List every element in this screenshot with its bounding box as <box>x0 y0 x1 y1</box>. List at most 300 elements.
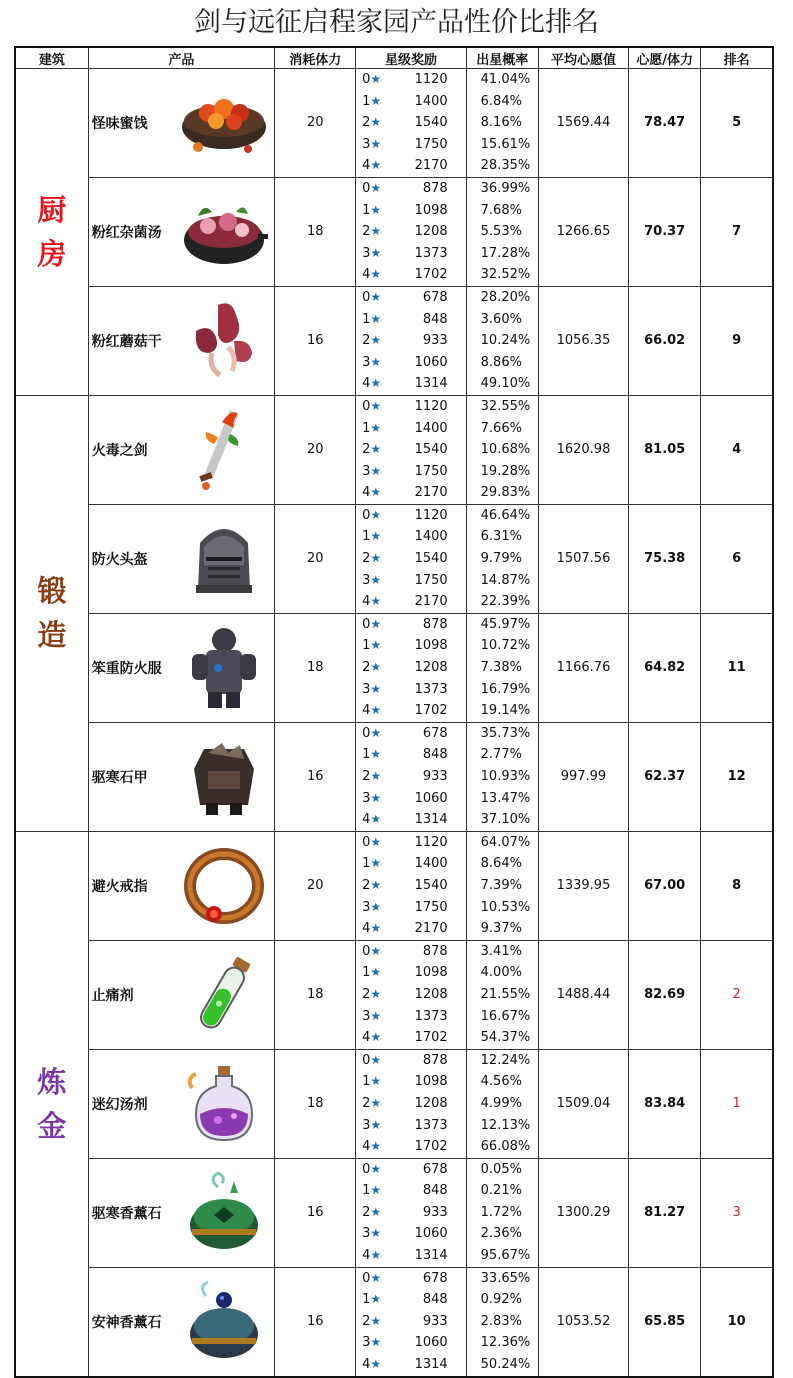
star-level: 0 <box>362 725 371 741</box>
product-cell <box>88 1267 274 1376</box>
star-reward-cell <box>356 69 466 178</box>
table-row <box>15 286 773 395</box>
star-icon: ★ <box>370 1074 382 1089</box>
header-product: 产品 <box>88 47 274 69</box>
star-reward-line <box>356 200 465 222</box>
star-reward-line <box>356 766 465 788</box>
star-prob-value: 12.13% <box>480 1117 531 1133</box>
star-prob-value: 2.83% <box>480 1313 522 1329</box>
star-level: 1 <box>362 965 371 981</box>
star-reward-line <box>356 723 465 745</box>
star-reward-value: 878 <box>422 943 448 959</box>
table-body <box>15 69 773 1377</box>
star-prob-value: 49.10% <box>480 376 531 392</box>
star-icon: ★ <box>370 1183 382 1198</box>
star-prob-value: 14.87% <box>480 572 531 588</box>
building-label: 房 <box>37 236 67 271</box>
star-level: 2 <box>362 442 371 458</box>
star-prob-cell <box>466 395 538 504</box>
header-stamina: 消耗体力 <box>275 47 356 69</box>
star-prob-value: 10.72% <box>480 638 531 654</box>
star-prob-cell <box>466 1049 538 1158</box>
star-reward-value: 848 <box>422 1183 448 1199</box>
star-reward-cell <box>356 613 466 722</box>
star-prob-value: 8.86% <box>480 354 522 370</box>
star-reward-line <box>356 897 465 919</box>
star-icon: ★ <box>370 1248 382 1263</box>
star-reward-value: 1208 <box>414 986 448 1002</box>
star-reward-line <box>356 875 465 897</box>
star-reward-value: 848 <box>422 311 448 327</box>
star-icon: ★ <box>370 572 382 587</box>
star-reward-value: 678 <box>422 289 448 305</box>
star-reward-value: 1702 <box>414 703 448 719</box>
star-prob-value: 50.24% <box>480 1357 531 1373</box>
table-row <box>15 831 773 940</box>
stamina-cell: 20 <box>275 395 356 504</box>
star-reward-line <box>356 418 465 440</box>
product-cell <box>88 1049 274 1158</box>
avg-wish-cell: 1300.29 <box>538 1158 628 1267</box>
star-icon: ★ <box>370 594 382 609</box>
product-cell <box>88 613 274 722</box>
star-reward-cell <box>356 1267 466 1376</box>
wish-per-stamina-cell: 81.27 <box>629 1158 701 1267</box>
star-reward-value: 1060 <box>414 354 448 370</box>
star-icon: ★ <box>370 834 382 849</box>
star-reward-value: 933 <box>422 1313 448 1329</box>
table-row <box>15 504 773 613</box>
star-icon: ★ <box>370 638 382 653</box>
star-prob-cell <box>466 177 538 286</box>
star-level: 3 <box>362 354 371 370</box>
star-reward-line <box>356 155 465 177</box>
star-level: 4 <box>362 1030 371 1046</box>
star-level: 0 <box>362 616 371 632</box>
star-reward-value: 1098 <box>414 965 448 981</box>
star-level: 1 <box>362 1074 371 1090</box>
header-wish-per-stamina: 心愿/体力 <box>629 47 701 69</box>
star-icon: ★ <box>370 1335 382 1350</box>
star-reward-line <box>356 962 465 984</box>
star-reward-line <box>356 809 465 831</box>
star-reward-line <box>356 1071 465 1093</box>
star-prob-value: 10.53% <box>480 899 531 915</box>
star-reward-cell <box>356 504 466 613</box>
fire-poison-sword-icon <box>178 404 270 496</box>
star-reward-value: 1314 <box>414 812 448 828</box>
star-prob-value: 41.04% <box>480 72 531 87</box>
star-prob-cell <box>466 613 538 722</box>
star-icon: ★ <box>370 485 382 500</box>
product-cell <box>88 831 274 940</box>
star-prob-cell <box>466 504 538 613</box>
star-icon: ★ <box>370 72 382 86</box>
star-reward-line <box>356 91 465 113</box>
star-icon: ★ <box>370 1139 382 1154</box>
fire-ring-icon <box>178 840 270 932</box>
star-level: 3 <box>362 1117 371 1133</box>
building-label: 炼 <box>37 1064 67 1099</box>
product-name: 避火戒指 <box>91 878 148 895</box>
star-reward-value: 2170 <box>414 594 448 610</box>
star-reward-line <box>356 221 465 243</box>
star-icon: ★ <box>370 877 382 892</box>
wish-per-stamina-cell: 66.02 <box>629 286 701 395</box>
star-reward-line <box>356 482 465 504</box>
star-level: 4 <box>362 594 371 610</box>
star-icon: ★ <box>370 267 382 282</box>
star-prob-value: 6.84% <box>480 93 522 109</box>
star-reward-value: 1208 <box>414 660 448 676</box>
star-reward-value: 678 <box>422 1161 448 1177</box>
stamina-cell: 18 <box>275 177 356 286</box>
star-reward-line <box>356 264 465 286</box>
star-level: 3 <box>362 1008 371 1024</box>
star-level: 2 <box>362 877 371 893</box>
avg-wish-cell: 1053.52 <box>538 1267 628 1376</box>
star-prob-value: 7.66% <box>480 420 522 436</box>
star-reward-value: 1702 <box>414 1139 448 1155</box>
product-name: 安神香薰石 <box>91 1314 162 1331</box>
star-reward-value: 678 <box>422 725 448 741</box>
star-reward-value: 1540 <box>414 551 448 567</box>
star-prob-cell <box>466 940 538 1049</box>
star-reward-cell <box>356 831 466 940</box>
star-icon: ★ <box>370 725 382 740</box>
star-level: 1 <box>362 1183 371 1199</box>
header-star-prob: 出星概率 <box>466 47 538 69</box>
star-reward-line <box>356 918 465 940</box>
star-reward-line <box>356 635 465 657</box>
wish-per-stamina-cell: 70.37 <box>629 177 701 286</box>
star-reward-value: 878 <box>422 616 448 632</box>
star-reward-value: 2170 <box>414 921 448 937</box>
star-level: 0 <box>362 180 371 196</box>
star-level: 0 <box>362 72 371 87</box>
page-title: 剑与远征启程家园产品性价比排名 <box>194 7 599 38</box>
star-reward-line <box>356 287 465 309</box>
avg-wish-cell: 1266.65 <box>538 177 628 286</box>
star-reward-value: 1098 <box>414 1074 448 1090</box>
table-row <box>15 613 773 722</box>
star-reward-line <box>356 352 465 374</box>
product-cell <box>88 286 274 395</box>
building-cell <box>15 69 88 396</box>
star-prob-value: 4.00% <box>480 965 522 981</box>
star-reward-value: 1314 <box>414 1357 448 1373</box>
star-prob-value: 13.47% <box>480 790 531 806</box>
star-reward-line <box>356 461 465 483</box>
rank-cell: 12 <box>701 722 773 831</box>
star-reward-value: 1120 <box>414 72 448 87</box>
star-reward-value: 1098 <box>414 202 448 218</box>
star-level: 1 <box>362 529 371 545</box>
star-reward-line <box>356 526 465 548</box>
avg-wish-cell: 1488.44 <box>538 940 628 1049</box>
star-level: 4 <box>362 812 371 828</box>
wish-per-stamina-cell: 67.00 <box>629 831 701 940</box>
stamina-cell: 16 <box>275 722 356 831</box>
star-level: 2 <box>362 986 371 1002</box>
star-reward-line <box>356 1268 465 1290</box>
star-reward-cell <box>356 1049 466 1158</box>
star-level: 1 <box>362 856 371 872</box>
table-row <box>15 1267 773 1376</box>
star-level: 2 <box>362 1095 371 1111</box>
star-level: 2 <box>362 1313 371 1329</box>
star-prob-value: 2.77% <box>480 747 522 763</box>
star-reward-value: 1373 <box>414 245 448 261</box>
star-reward-line <box>356 591 465 613</box>
star-level: 2 <box>362 333 371 349</box>
wish-per-stamina-cell: 83.84 <box>629 1049 701 1158</box>
star-prob-cell <box>466 1267 538 1376</box>
product-name: 防火头盔 <box>91 551 148 568</box>
star-reward-line <box>356 614 465 636</box>
star-reward-value: 1540 <box>414 115 448 131</box>
star-level: 4 <box>362 485 371 501</box>
star-reward-line <box>356 1159 465 1181</box>
star-reward-value: 1208 <box>414 224 448 240</box>
star-reward-line <box>356 178 465 200</box>
star-reward-line <box>356 1202 465 1224</box>
star-level: 0 <box>362 398 371 414</box>
star-icon: ★ <box>370 899 382 914</box>
heavy-fire-suit-icon <box>178 622 270 714</box>
star-prob-value: 12.36% <box>480 1335 531 1351</box>
mushroom-soup-pot-icon <box>178 186 270 278</box>
avg-wish-cell: 997.99 <box>538 722 628 831</box>
star-prob-cell <box>466 1158 538 1267</box>
star-level: 1 <box>362 311 371 327</box>
rank-cell: 11 <box>701 613 773 722</box>
star-icon: ★ <box>370 180 382 195</box>
star-reward-value: 1750 <box>414 463 448 479</box>
star-prob-value: 37.10% <box>480 812 531 828</box>
star-reward-value: 1060 <box>414 790 448 806</box>
star-prob-value: 22.39% <box>480 594 531 610</box>
product-name: 火毒之剑 <box>91 442 148 459</box>
product-cell <box>88 395 274 504</box>
star-icon: ★ <box>370 986 382 1001</box>
star-level: 0 <box>362 1270 371 1286</box>
star-level: 4 <box>362 1248 371 1264</box>
table-row <box>15 1049 773 1158</box>
star-icon: ★ <box>370 681 382 696</box>
rank-cell: 5 <box>701 69 773 178</box>
star-prob-value: 33.65% <box>480 1270 531 1286</box>
star-reward-value: 1400 <box>414 93 448 109</box>
star-level: 3 <box>362 245 371 261</box>
stamina-cell: 16 <box>275 1158 356 1267</box>
star-reward-value: 1750 <box>414 136 448 152</box>
star-reward-line <box>356 309 465 331</box>
avg-wish-cell: 1509.04 <box>538 1049 628 1158</box>
star-level: 1 <box>362 420 371 436</box>
star-reward-line <box>356 1223 465 1245</box>
star-prob-value: 1.72% <box>480 1204 522 1220</box>
star-prob-value: 66.08% <box>480 1139 531 1155</box>
star-reward-value: 2170 <box>414 485 448 501</box>
ranking-table <box>14 46 774 1378</box>
star-level: 3 <box>362 463 371 479</box>
product-cell <box>88 722 274 831</box>
star-prob-value: 28.35% <box>480 158 531 174</box>
product-name: 粉红蘑菇干 <box>91 333 162 350</box>
star-level: 0 <box>362 834 371 850</box>
star-reward-line <box>356 134 465 156</box>
star-icon: ★ <box>370 1292 382 1307</box>
star-prob-value: 19.28% <box>480 463 531 479</box>
star-level: 4 <box>362 1357 371 1373</box>
star-icon: ★ <box>370 115 382 130</box>
star-reward-line <box>356 1311 465 1333</box>
star-reward-line <box>356 1136 465 1158</box>
star-reward-line <box>356 243 465 265</box>
stamina-cell: 18 <box>275 613 356 722</box>
star-icon: ★ <box>370 463 382 478</box>
star-prob-value: 4.99% <box>480 1095 522 1111</box>
star-icon: ★ <box>370 1270 382 1285</box>
star-level: 3 <box>362 681 371 697</box>
star-reward-line <box>356 1289 465 1311</box>
star-icon: ★ <box>370 921 382 936</box>
star-icon: ★ <box>370 333 382 348</box>
product-cell <box>88 940 274 1049</box>
star-prob-value: 0.05% <box>480 1161 522 1177</box>
star-level: 3 <box>362 136 371 152</box>
star-level: 4 <box>362 703 371 719</box>
star-reward-line <box>356 984 465 1006</box>
star-icon: ★ <box>370 354 382 369</box>
star-level: 0 <box>362 943 371 959</box>
star-reward-line <box>356 853 465 875</box>
star-prob-cell <box>466 722 538 831</box>
star-prob-value: 10.68% <box>480 442 531 458</box>
star-level: 1 <box>362 747 371 763</box>
star-icon: ★ <box>370 660 382 675</box>
star-icon: ★ <box>370 376 382 391</box>
rank-cell: 1 <box>701 1049 773 1158</box>
star-level: 2 <box>362 1204 371 1220</box>
wish-per-stamina-cell: 65.85 <box>629 1267 701 1376</box>
star-reward-line <box>356 744 465 766</box>
star-prob-value: 3.60% <box>480 311 522 327</box>
star-icon: ★ <box>370 703 382 718</box>
star-level: 4 <box>362 158 371 174</box>
building-label: 金 <box>37 1108 67 1143</box>
stamina-cell: 20 <box>275 69 356 178</box>
star-level: 0 <box>362 289 371 305</box>
star-reward-value: 1060 <box>414 1335 448 1351</box>
product-name: 迷幻汤剂 <box>91 1096 148 1113</box>
star-reward-cell <box>356 395 466 504</box>
star-reward-value: 1750 <box>414 899 448 915</box>
star-prob-value: 0.92% <box>480 1292 522 1308</box>
star-reward-value: 1702 <box>414 267 448 283</box>
star-reward-value: 1400 <box>414 529 448 545</box>
star-icon: ★ <box>370 1161 382 1176</box>
star-prob-value: 7.39% <box>480 877 522 893</box>
star-prob-value: 5.53% <box>480 224 522 240</box>
product-cell <box>88 1158 274 1267</box>
star-reward-value: 1373 <box>414 1117 448 1133</box>
star-reward-cell <box>356 286 466 395</box>
star-reward-line <box>356 1245 465 1267</box>
stamina-cell: 18 <box>275 940 356 1049</box>
star-icon: ★ <box>370 1357 382 1372</box>
fireproof-helmet-icon <box>178 513 270 605</box>
star-icon: ★ <box>370 747 382 762</box>
star-icon: ★ <box>370 420 382 435</box>
star-prob-value: 95.67% <box>480 1248 531 1264</box>
star-reward-value: 1750 <box>414 572 448 588</box>
star-reward-value: 1120 <box>414 834 448 850</box>
star-reward-line <box>356 1093 465 1115</box>
star-level: 2 <box>362 115 371 131</box>
star-reward-line <box>356 1050 465 1072</box>
candied-fruit-bowl-icon <box>178 77 270 169</box>
building-label: 造 <box>37 618 67 653</box>
star-prob-value: 35.73% <box>480 725 531 741</box>
star-reward-value: 1098 <box>414 638 448 654</box>
star-prob-cell <box>466 831 538 940</box>
star-prob-value: 9.37% <box>480 921 522 937</box>
star-reward-line <box>356 505 465 527</box>
star-level: 4 <box>362 267 371 283</box>
star-prob-value: 29.83% <box>480 485 531 501</box>
avg-wish-cell: 1620.98 <box>538 395 628 504</box>
stamina-cell: 16 <box>275 1267 356 1376</box>
star-prob-value: 2.36% <box>480 1226 522 1242</box>
star-prob-value: 15.61% <box>480 136 531 152</box>
star-prob-value: 12.24% <box>480 1052 531 1068</box>
wish-per-stamina-cell: 75.38 <box>629 504 701 613</box>
star-reward-value: 933 <box>422 769 448 784</box>
rank-cell: 9 <box>701 286 773 395</box>
star-icon: ★ <box>370 289 382 304</box>
table-row <box>15 395 773 504</box>
star-icon: ★ <box>370 943 382 958</box>
star-icon: ★ <box>370 136 382 151</box>
star-icon: ★ <box>370 245 382 260</box>
star-icon: ★ <box>370 93 382 108</box>
star-prob-value: 6.31% <box>480 529 522 545</box>
star-level: 0 <box>362 507 371 523</box>
star-level: 3 <box>362 790 371 806</box>
product-name: 驱寒石甲 <box>91 769 148 786</box>
star-level: 1 <box>362 93 371 109</box>
star-reward-line <box>356 679 465 701</box>
star-icon: ★ <box>370 790 382 805</box>
star-level: 3 <box>362 572 371 588</box>
star-reward-cell <box>356 1158 466 1267</box>
star-icon: ★ <box>370 311 382 326</box>
star-reward-value: 1314 <box>414 376 448 392</box>
star-prob-value: 4.56% <box>480 1074 522 1090</box>
star-level: 1 <box>362 1292 371 1308</box>
product-name: 止痛剂 <box>91 987 134 1004</box>
star-level: 0 <box>362 1052 371 1068</box>
star-reward-line <box>356 548 465 570</box>
star-icon: ★ <box>370 812 382 827</box>
star-reward-line <box>356 1332 465 1354</box>
star-icon: ★ <box>370 551 382 566</box>
header-avg-wish: 平均心愿值 <box>538 47 628 69</box>
star-prob-value: 19.14% <box>480 703 531 719</box>
star-prob-value: 16.67% <box>480 1008 531 1024</box>
